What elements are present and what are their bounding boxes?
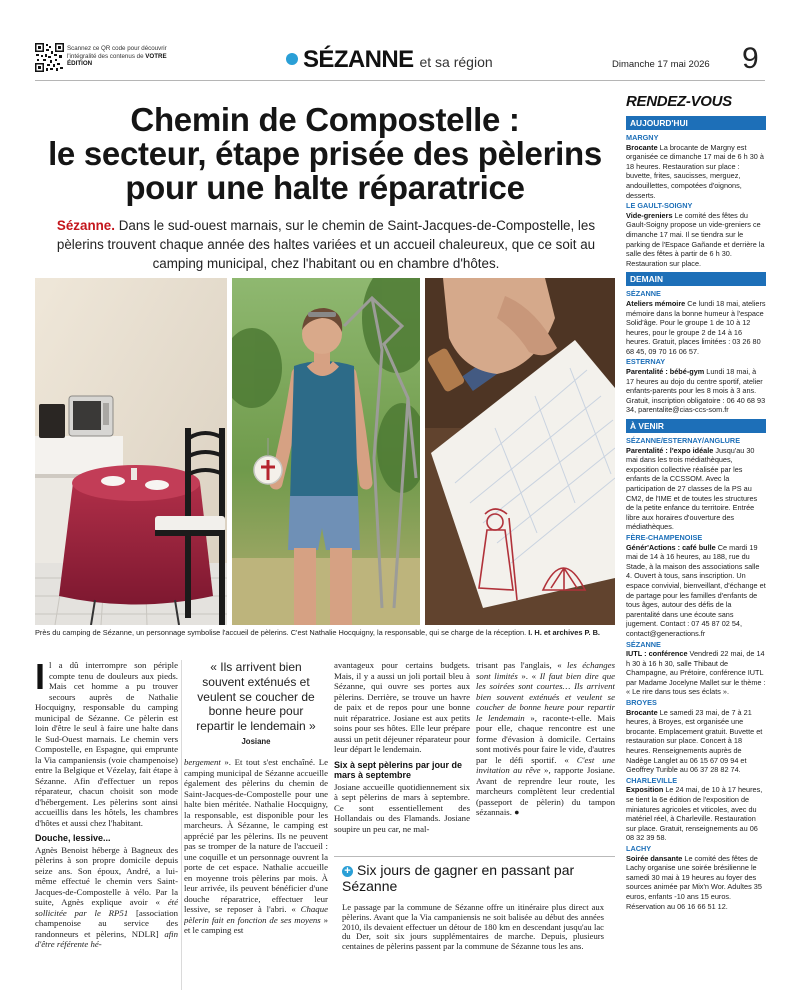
drop-cap: I [35,660,46,697]
paragraph-text: », rapporte Josiane. Avant de reprendre leur route, les marcheurs complètent leur credential (passeport de pèlerin) du tampon sézannais. ● [476,765,615,817]
qr-note: Scannez ce QR code pour découvrir l'intégralité des contenus de [67,45,167,60]
article-column-3 [334,660,470,854]
column-divider [181,660,182,990]
paragraph: avantageux pour certains budgets. Mais, il y a aussi un joli portail bleu à Sézanne, qui ouvre ses portes aux pèlerins. Derrière, se trouve un havre de paix et de repos pour une bonne nuit réparatrice. Josiane est aux petits soins pour ses hôtes. Elle leur prépare aussi un petit déjeuner réparateur pour leur départ le lendemain. [334,660,470,754]
agenda-town: SÉZANNE [626,639,661,649]
quote-text: C'est une invitation au rêve [476,754,615,775]
agenda-entry [626,367,766,415]
agenda-entry [626,708,766,775]
sidebar-box [334,856,615,991]
quote-text: été sollicitée par le RP51 [35,897,178,918]
agenda-section-upcoming: À VENIR [626,419,766,433]
photo-credential-stamp [425,278,615,625]
paragraph-text: trisant pas l'anglais, « [476,660,568,670]
paragraph-text: [association champenoise au service des randonneurs et pèlerins, NDLR] [35,907,178,939]
intro-dateline: Sézanne. [56,218,115,233]
paragraph-text: » et le camping est [184,914,328,936]
agenda-description: Ce mardi 19 mai de 14 à 16 heures, au 188, rue du Stade, à la maison des associations salle 4. Ouvert à tous, sans inscription. Un espace convivial, bienveillant, d'échange et de partage pour les familles d'enfants de tous âges, autour des défis de la parentalité dans une écoute sans jugement. Contact : 07 45 87 02 54, contact@generactions.fr [626,542,766,638]
agenda-town: FÈRE-CHAMPENOISE [626,532,703,542]
photo-campsite-manager [232,278,420,625]
paragraph: Josiane accueille quotidiennement six à sept pèlerins de mars à septembre. Ce sont essentiellement des Hollandais ou des Flamands. Josiane soupire un peu car, ne mal- [334,781,470,834]
article-intro [40,216,612,273]
agenda-item [626,357,766,415]
paragraph-text: », raconte-t-elle. Mais pour elle, chaque rencontre est une forme d'évasion à domicile. Certains sont motivés pour faire le vide, d'autres par le défi sportif. « [476,712,615,765]
photo-caption [35,628,615,637]
agenda-town: LE GAULT-SOIGNY [626,201,693,211]
subheading: Six à sept pèlerins par jour de mars à septembre [334,759,463,780]
intro-text: Dans le sud-ouest marnais, sur le chemin de Saint-Jacques-de-Compostelle, les pèlerins trouvent chaque année des haltes variées et un accueil chaleureux, que ce soit au camping municipal, chez l'habitant ou en chambre d'hôtes. [56,218,596,271]
photo-guest-room [35,278,227,625]
paragraph-text: l a dû interrompre son périple compte tenu de douleurs aux pieds. Mais cet homme a pu trouver secours auprès de Nathalie Hocquigny, responsable du camping municipal de Sézanne. Ce pèlerin est loin d'être le seul à faire une halte dans le Sud-Ouest marnais. Le chemin vers Compostelle, en Espagne, qui emprunte la Via campaniensis (voie champenoise) entre la Belgique et Vézelay, fait étape à Sézanne. Afin d'effectuer un repos réparateur, chacun choisit son mode d'hébergement. Les pèlerins sont ainsi accueillis dans les hôtels, les chambres d'hôtes et aussi chez l'habitant. [35,660,178,828]
agenda-title: RENDEZ-VOUS [626,93,732,110]
agenda-description: Le samedi 23 mai, de 7 à 21 heures, à Broyes, est organisée une brocante. Emplacement gratuit. Buvette et restauration sur place. Concert à 18 heures. Renseignements auprès de Nadège Langlet au 06 15 67 09 94 et Geoffrey Turible au 06 37 28 82 74. [626,707,763,775]
photo-credit: I. H. et archives P. B. [528,628,600,637]
paragraph [35,845,178,950]
article-column-4 [476,660,615,854]
agenda-description: Ce lundi 18 mai, ateliers mémoire dans la bonne humeur à l'espace Solid'âge. Pour le groupe 1 de 10 à 12 heures, pour le groupe 2 de 14 à 16 heures. Gratuit, places limitées : 03 26 80 68 45, 09 70 16 06 57. [626,298,766,356]
paragraph-text: ». « [517,670,540,681]
agenda-event: Vide-greniers [626,210,673,220]
agenda-item [626,436,766,532]
agenda-description: Le comité des fêtes du Gault-Soigny propose un vide-greniers ce dimanche 17 mai. Il se tiendra sur le parking de l'Espace Gañande et derrière la salle des fêtes à partir de 6 h 30. Restauration sur place. [626,210,765,268]
box-text: Le passage par la commune de Sézanne offre un itinéraire plus direct aux pèlerins. Avant que la Via campaniensis ne soit balisée au début des années 2010, ils devaient effectuer un détour de 180 km en descendant jusqu'au lac du Der, soit six jours supplémentaires de marche. Depuis, plusieurs centaines de pèlerins passent par la commune de Sézanne tous les ans. [342,902,604,952]
agenda-event: Soirée dansante [626,853,683,863]
agenda-description: Le comité des fêtes de Lachy organise une soirée brésilienne le samedi 30 mai à 19 heures au foyer des sources animée par Mix'n Wor. Adultes 35 euros, enfants -10 ans 15 euros. Réservation au 06 16 66 51 12. [626,853,762,911]
headline-line: le secteur, étape prisée des pèlerins [48,135,602,172]
agenda-town: ESTERNAY [626,357,666,367]
agenda-town: LACHY [626,843,652,853]
agenda-town: SÉZANNE [626,289,661,299]
agenda-description: La brocante de Margny est organisée ce dimanche 17 mai de 6 h 30 à 18 heures. Restauration sur place : buvette, frites, saucisses, merguez, andouillettes, compotées d'oignons, desserts. [626,142,764,200]
agenda-event: Génér'Actions : café bulle [626,542,716,552]
agenda-item [626,289,766,356]
agenda-entry [626,143,766,201]
quote-text: les échanges sont limités [476,660,615,681]
qr-code-icon [35,43,64,72]
agenda-item [626,844,766,911]
agenda-entry [626,543,766,639]
quote-text: Chaque pèlerin fait en fonction de ses moyens [184,904,328,925]
agenda-event: Exposition [626,785,664,795]
paragraph [184,757,328,936]
agenda-event: Parentalité : l'expo idéale [626,445,714,455]
paragraph [35,660,178,828]
article-column-1 [35,660,178,990]
agenda-description: Jusqu'au 30 mai dans les trois médiathèques, exposition collective réalisée par les enfants de la CCSSOM. Avec la participation de 27 classes de la PS au CM2, de l'IME et de toutes les structures de la petite enfance du territoire. Entrée libre aux horaires d'ouverture des médiathèques. [626,445,758,532]
page-number: 9 [742,42,759,75]
agenda-sidebar [626,93,766,993]
agenda-event: Brocante [626,707,658,717]
pull-quote-author: Josiane [241,736,271,746]
agenda-entry [626,446,766,532]
pull-quote: « Ils arrivent bien souvent exténués et veulent se coucher de bonne heure pour repartir le lendemain » [196,660,316,734]
agenda-town: CHARLEVILLE [626,775,678,785]
quote-text: bergement [184,757,221,768]
headline-line: pour une halte réparatrice [125,169,525,206]
grass [232,558,420,625]
agenda-town: MARGNY [626,133,659,142]
agenda-event: IUTL : conférence [626,649,688,659]
headline-line: Chemin de Compostelle : [130,101,520,138]
agenda-entry [626,299,766,357]
plus-circle-icon: + [342,866,353,877]
agenda-section-tomorrow: DEMAIN [626,272,766,286]
agenda-town: SÉZANNE/ESTERNAY/ANGLURE [626,436,741,446]
agenda-entry [626,649,766,697]
header-divider [35,80,765,81]
agenda-entry [626,854,766,912]
agenda-item [626,640,766,698]
agenda-item [626,201,766,268]
issue-date: Dimanche 17 mai 2026 [612,59,710,70]
agenda-event: Ateliers mémoire [626,298,686,308]
agenda-event: Brocante [626,142,658,152]
agenda-event: Parentalité : bébé-gym [626,367,705,377]
agenda-description: Le 24 mai, de 10 à 17 heures, se tient la 6e édition de l'exposition de miniatures agricoles et viticoles, avec du matériel réel, à Charleville. Restauration sur place. Gratuit, renseignements au 06 08 32 39 58. [626,785,763,843]
agenda-town: BROYES [626,698,657,708]
agenda-section-today: AUJOURD'HUI [626,116,766,130]
agenda-item [626,698,766,775]
agenda-item [626,533,766,639]
subheading: Douche, lessive... [35,833,111,843]
section-bullet-icon [286,53,298,65]
article-column-2 [184,660,328,990]
box-title-text: Six jours de gagner en passant par Sézanne [342,862,575,894]
section-header [286,46,493,74]
caption-text: Près du camping de Sézanne, un personnage symbolise l'accueil de pèlerins. C'est Nathalie Hocquigny, la responsable, qui se charge de la réception. [35,628,527,637]
edition-brand: VOTRE ÉDITION [67,52,167,67]
box-title [342,863,608,894]
section-name: SÉZANNE [303,46,414,73]
agenda-entry [626,211,766,269]
qr-caption [67,45,175,68]
paragraph-text: Agnès Benoist héberge à Bagneux des pèlerins à son propre domicile depuis seize ans. Son époux, André, a lui-même effectué le chemin vers Saint-Jacques-de-Compostelle à vélo. Par la suite, Agnès explique avoir « [35,844,178,907]
agenda-entry [626,785,766,843]
section-region: et sa région [419,54,493,70]
quote-text: Il faut bien dire que les soirées sont courtes… Ils arrivent bien souvent exténués et veulent se coucher de bonne heure pour repartir le lendemain [476,670,615,723]
agenda-item [626,776,766,843]
agenda-description: Vendredi 22 mai, de 14 h 30 à 16 h 30, salle Thibaut de Champagne, au Prétoire, conférence IUTL par Madame Jocelyne Mallet sur le thème : « Le rire dans tous ses éclats ». [626,649,766,697]
article-headline [35,103,615,205]
agenda-description: Lundi 18 mai, à 17 heures au dojo du centre sportif, atelier enfants-parents pour les 8 mois à 3 ans. Gratuit, inscription obligatoire : 06 40 68 93 34, parentalite@cias-ccs-som.fr [626,367,766,415]
quote-text: afin d'être référente hé- [35,928,178,949]
paragraph-text: ». Et tout s'est enchaîné. Le camping municipal de Sézanne accueille également des pèlerins du chemin de Saint-Jacques-de-Compostelle pour une halte bien méritée. Nathalie Hocquigny, la responsable, est disponible pour les marcheurs. À Sézanne, le camping est apprécié par les pèlerins. Ils ne peuvent pas se tromper de la nature de l'accueil : une coquille et un personnage ouvrent la porte de cet espace. Nathalie accueille en moyenne trois pèlerins par mois. À leur arrivée, ils peuvent bénéficier d'une douche réparatrice, effectuer leur lessive, se reposer à l'abri. « [184,757,328,915]
agenda-item [626,133,766,200]
paragraph [476,660,615,818]
